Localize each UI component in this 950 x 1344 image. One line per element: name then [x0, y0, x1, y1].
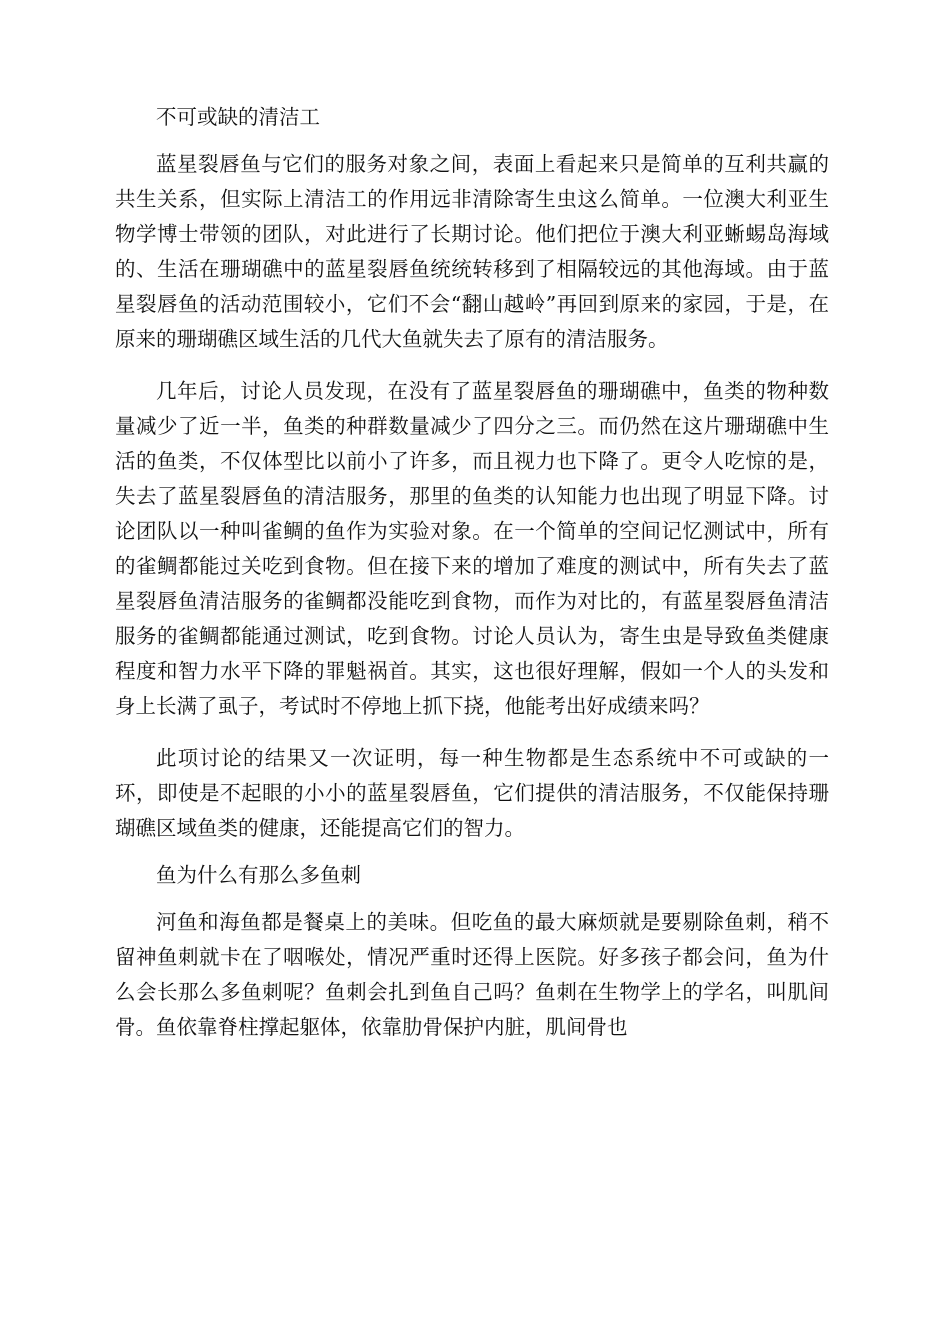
paragraph-cleaner-intro: 蓝星裂唇鱼与它们的服务对象之间，表面上看起来只是简单的互利共赢的共生关系，但实际上清洁工的作用远非清除寄生虫这么简单。一位澳大利亚生物学博士带领的团队，对此进行了长期讨论。他们把位于澳大利亚蜥蜴岛海域的、生活在珊瑚礁中的蓝星裂唇鱼统统转移到了相隔较远的其他海域。由于蓝星裂唇鱼的活动范围较小，它们不会“翻山越岭”再回到原来的家园，于是，在原来的珊瑚礁区域生活的几代大鱼就失去了原有的清洁服务。 — [115, 152, 829, 351]
section-heading-fishbones: 鱼为什么有那么多鱼刺 — [156, 863, 361, 887]
section-heading-cleaner: 不可或缺的清洁工 — [156, 105, 320, 129]
paragraph-cleaner-conclusion: 此项讨论的结果又一次证明，每一种生物都是生态系统中不可或缺的一环，即使是不起眼的小小的蓝星裂唇鱼，它们提供的清洁服务，不仅能保持珊瑚礁区域鱼类的健康，还能提高它们的智力。 — [115, 746, 829, 840]
paragraph-cleaner-study: 几年后，讨论人员发现，在没有了蓝星裂唇鱼的珊瑚礁中，鱼类的物种数量减少了近一半，鱼类的种群数量减少了四分之三。而仍然在这片珊瑚礁中生活的鱼类，不仅体型比以前小了许多，而且视力也下降了。更令人吃惊的是，失去了蓝星裂唇鱼的清洁服务，那里的鱼类的认知能力也出现了明显下降。讨论团队以一种叫雀鲷的鱼作为实验对象。在一个简单的空间记忆测试中，所有的雀鲷都能过关吃到食物。但在接下来的增加了难度的测试中，所有失去了蓝星裂唇鱼清洁服务的雀鲷都没能吃到食物，而作为对比的，有蓝星裂唇鱼清洁服务的雀鲷都能通过测试，吃到食物。讨论人员认为，寄生虫是导致鱼类健康程度和智力水平下降的罪魁祸首。其实，这也很好理解，假如一个人的头发和身上长满了虱子，考试时不停地上抓下挠，他能考出好成绩来吗？ — [115, 379, 829, 718]
paragraph-fishbones-intro: 河鱼和海鱼都是餐桌上的美味。但吃鱼的最大麻烦就是要剔除鱼刺，稍不留神鱼刺就卡在了咽喉处，情况严重时还得上医院。好多孩子都会问，鱼为什么会长那么多鱼刺呢？鱼刺会扎到鱼自己吗？鱼刺在生物学上的学名，叫肌间骨。鱼依靠脊柱撑起躯体，依靠肋骨保护内脏，肌间骨也 — [115, 910, 829, 1039]
article-body — [115, 100, 829, 1045]
